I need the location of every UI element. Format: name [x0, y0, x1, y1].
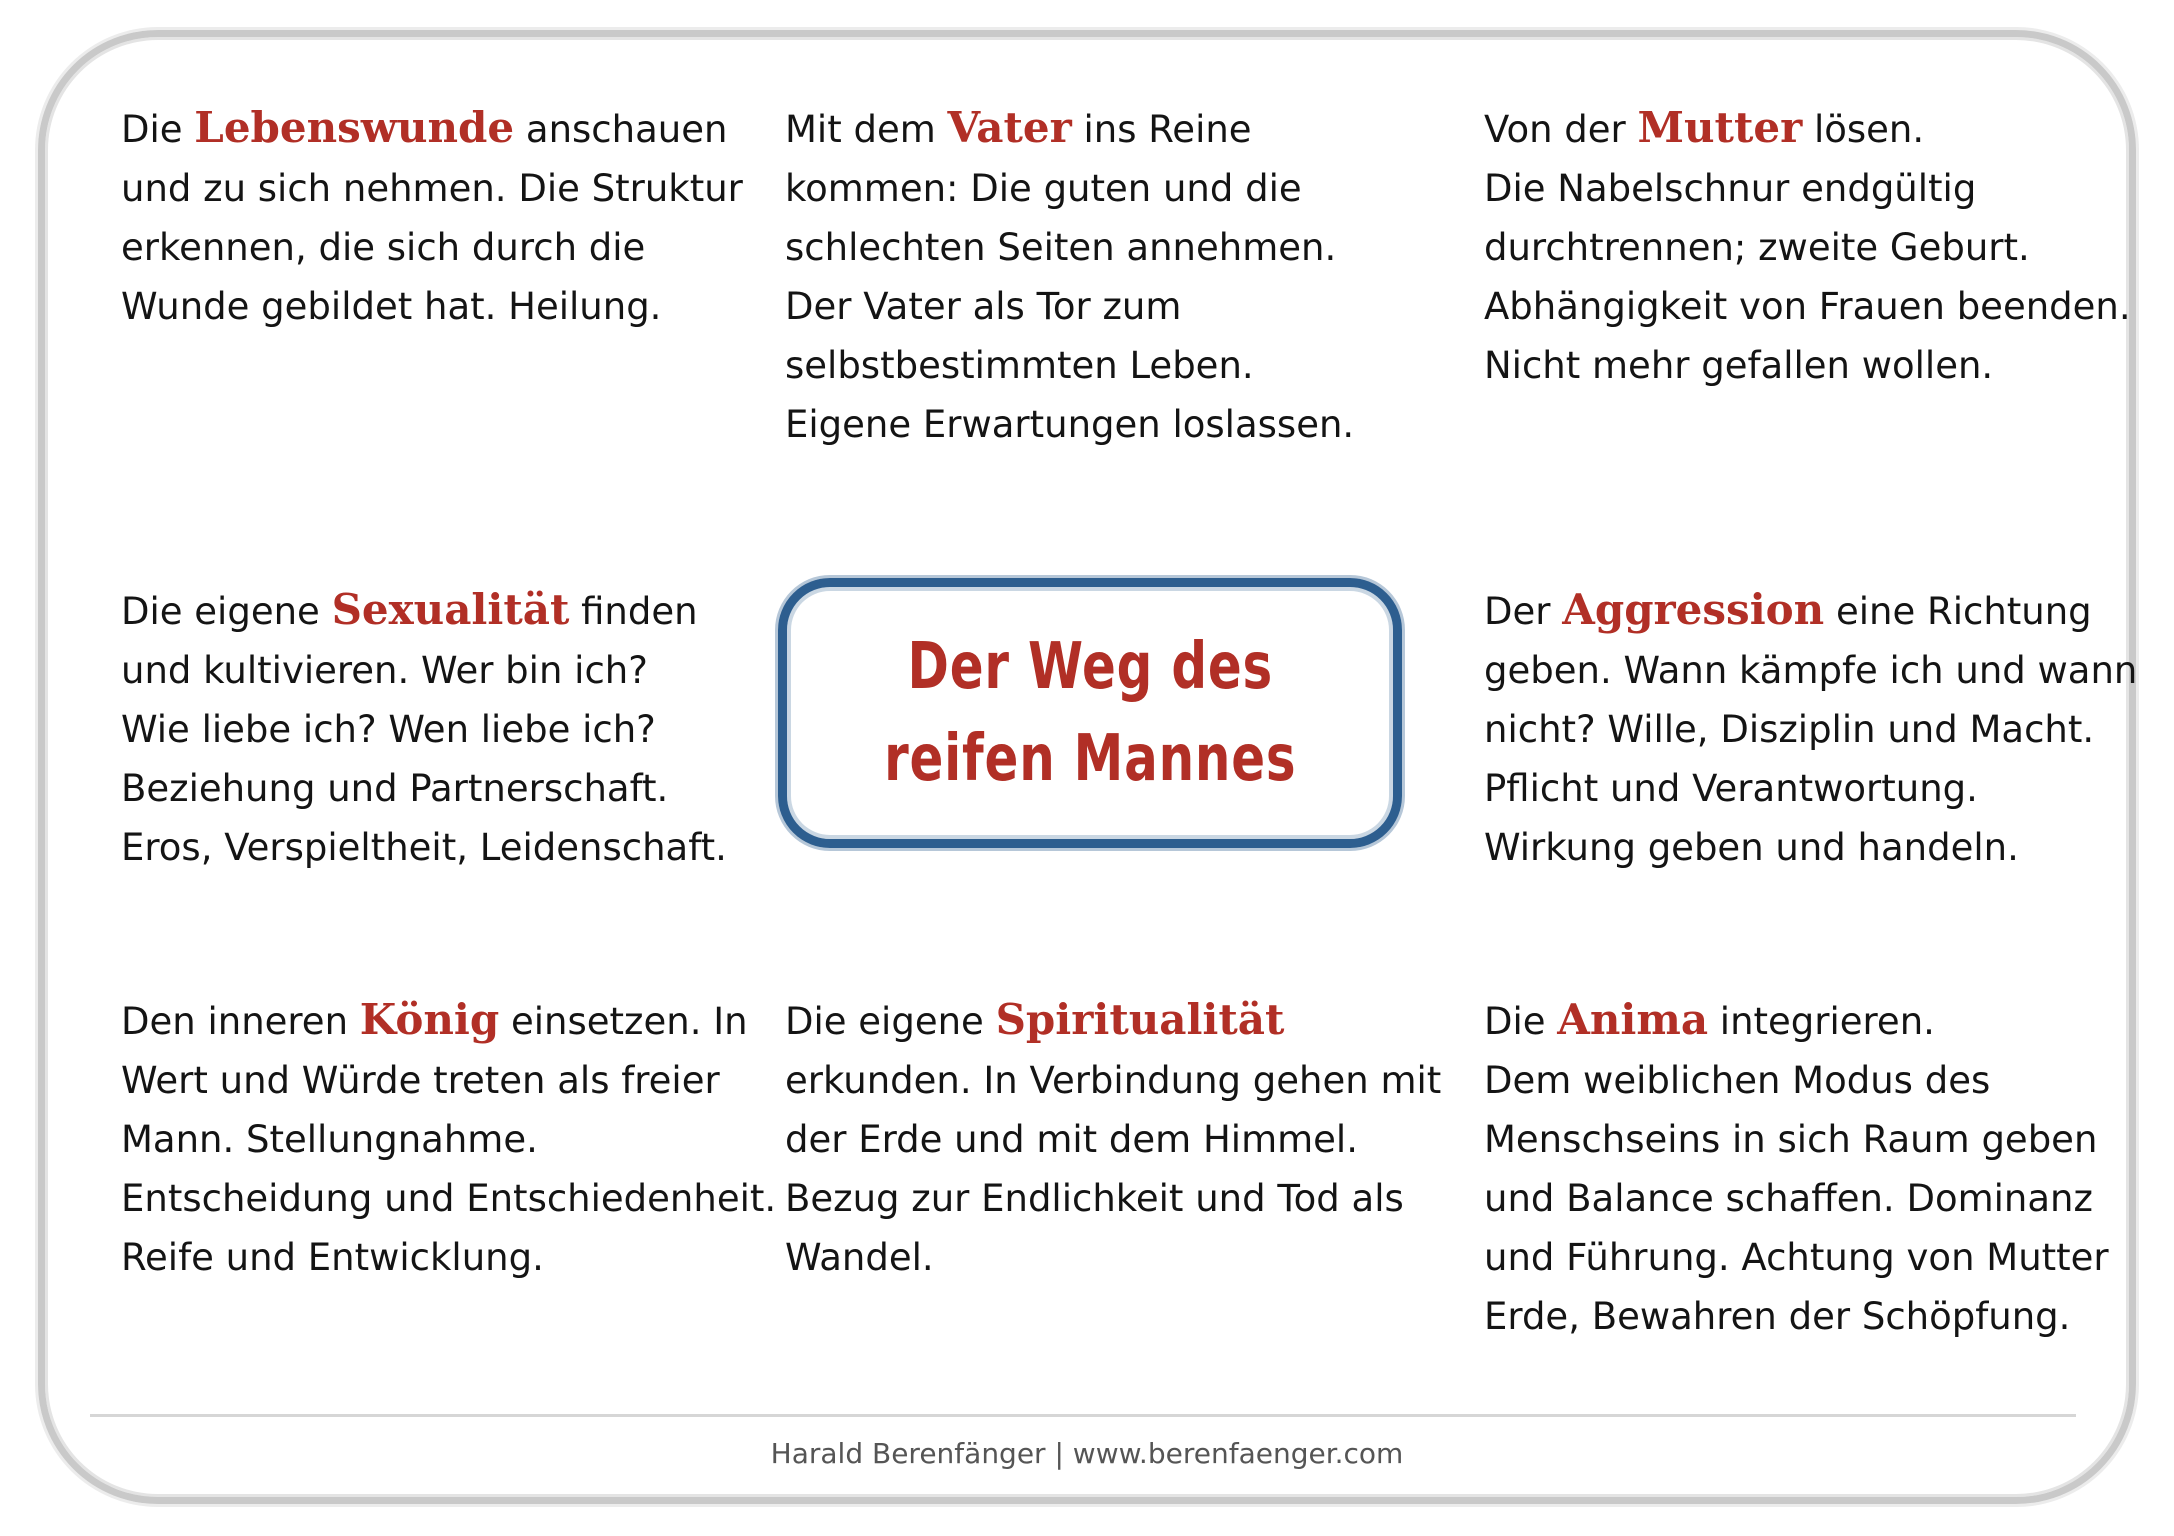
block-line: Bezug zur Endlichkeit und Tod als — [785, 1177, 1404, 1220]
block-heading-line: Den inneren König einsetzen. In — [121, 995, 748, 1044]
block-line: und Führung. Achtung von Mutter — [1484, 1236, 2109, 1279]
keyword-spiritualitaet: Spiritualität — [995, 995, 1285, 1044]
block-line: durchtrennen; zweite Geburt. — [1484, 226, 2030, 269]
block-line: nicht? Wille, Disziplin und Macht. — [1484, 708, 2095, 751]
block-line: Entscheidung und Entschiedenheit. — [121, 1177, 777, 1220]
footer-divider — [90, 1414, 2076, 1417]
block-heading-line: Von der Mutter lösen. — [1484, 103, 1925, 152]
block-line: Eigene Erwartungen loslassen. — [785, 403, 1355, 446]
block-line: Pflicht und Verantwortung. — [1484, 767, 1978, 810]
block-line: Dem weiblichen Modus des — [1484, 1059, 1991, 1102]
block-line: und kultivieren. Wer bin ich? — [121, 649, 648, 692]
stamp-title-line-1: Der Weg des — [907, 630, 1273, 704]
block-line: geben. Wann kämpfe ich und wann — [1484, 649, 2138, 692]
block-line: kommen: Die guten und die — [785, 167, 1302, 210]
keyword-koenig: König — [359, 995, 500, 1044]
text-block-sexualitaet — [121, 580, 727, 877]
text-block-lebenswunde — [121, 98, 743, 336]
text-block-aggression — [1484, 580, 2137, 877]
block-line: schlechten Seiten annehmen. — [785, 226, 1337, 269]
keyword-lebenswunde: Lebenswunde — [194, 103, 515, 152]
block-line: Abhängigkeit von Frauen beenden. — [1484, 285, 2131, 328]
block-heading-line: Der Aggression eine Richtung — [1484, 585, 2092, 634]
stamp-title-line-2: reifen Mannes — [883, 722, 1297, 796]
block-line: erkunden. In Verbindung gehen mit — [785, 1059, 1442, 1102]
block-line: der Erde und mit dem Himmel. — [785, 1118, 1358, 1161]
block-line: Eros, Verspieltheit, Leidenschaft. — [121, 826, 727, 869]
block-line: erkennen, die sich durch die — [121, 226, 646, 269]
keyword-anima: Anima — [1557, 995, 1709, 1044]
block-heading-line: Mit dem Vater ins Reine — [785, 103, 1252, 152]
block-line: Menschseins in sich Raum geben — [1484, 1118, 2098, 1161]
block-line: Mann. Stellungnahme. — [121, 1118, 538, 1161]
block-line: Der Vater als Tor zum — [785, 285, 1182, 328]
block-line: Erde, Bewahren der Schöpfung. — [1484, 1295, 2071, 1338]
keyword-mutter: Mutter — [1637, 103, 1803, 152]
text-block-spiritualitaet — [785, 990, 1441, 1287]
block-line: Wie liebe ich? Wen liebe ich? — [121, 708, 656, 751]
block-heading-line: Die Lebenswunde anschauen — [121, 103, 728, 152]
text-block-koenig — [121, 990, 776, 1287]
block-line: Wirkung geben und handeln. — [1484, 826, 2019, 869]
block-heading-line: Die eigene Spiritualität — [785, 995, 1285, 1044]
block-heading-line: Die eigene Sexualität finden — [121, 585, 698, 634]
text-block-anima — [1484, 990, 2109, 1346]
block-line: und zu sich nehmen. Die Struktur — [121, 167, 743, 210]
block-line: Beziehung und Partnerschaft. — [121, 767, 669, 810]
keyword-vater: Vater — [947, 103, 1072, 152]
block-line: Wunde gebildet hat. Heilung. — [121, 285, 662, 328]
title-stamp — [778, 578, 1402, 848]
block-line: und Balance schaffen. Dominanz — [1484, 1177, 2093, 1220]
block-heading-line: Die Anima integrieren. — [1484, 995, 1935, 1044]
text-block-mutter — [1484, 98, 2131, 395]
block-line: Die Nabelschnur endgültig — [1484, 167, 1977, 210]
block-line: Wandel. — [785, 1236, 934, 1279]
keyword-sexualitaet: Sexualität — [331, 585, 570, 634]
block-line: selbstbestimmten Leben. — [785, 344, 1254, 387]
text-block-vater — [785, 98, 1354, 454]
footer-credit: Harald Berenfänger | www.berenfaenger.com — [770, 1437, 1404, 1470]
block-line: Nicht mehr gefallen wollen. — [1484, 344, 1994, 387]
block-line: Wert und Würde treten als freier — [121, 1059, 720, 1102]
keyword-aggression: Aggression — [1562, 585, 1825, 634]
block-line: Reife und Entwicklung. — [121, 1236, 544, 1279]
